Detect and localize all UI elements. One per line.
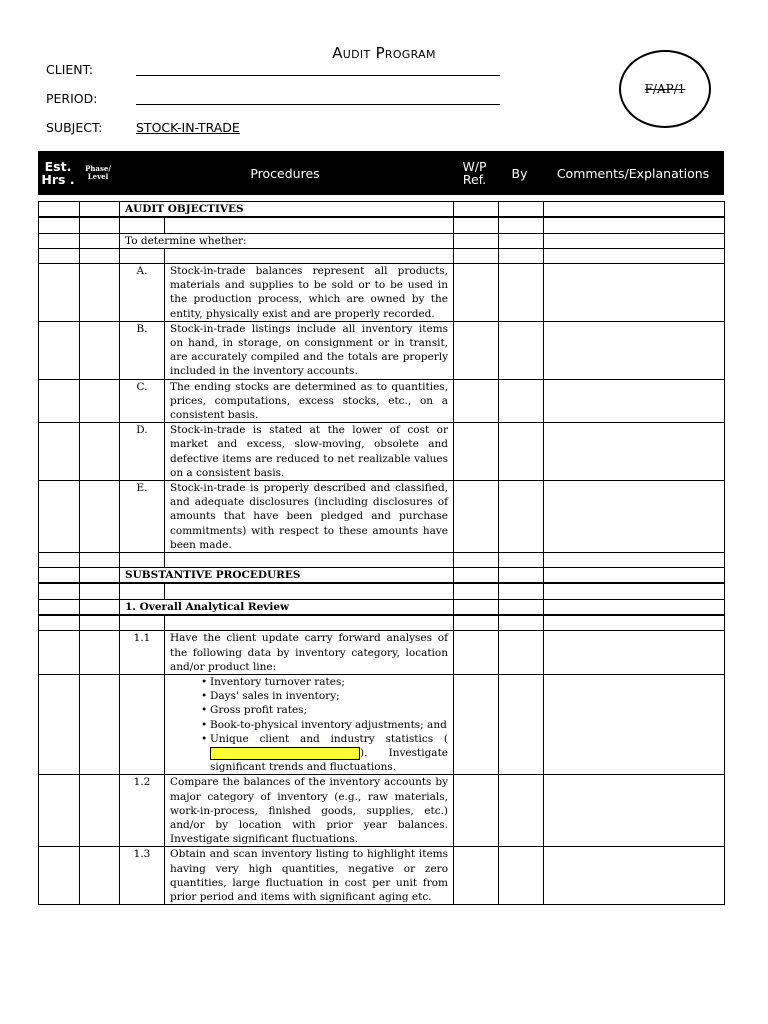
header-by: By [511,165,528,181]
table-row [39,775,725,847]
table-row [39,263,725,321]
objective-letter: D. [120,423,165,481]
document-code-stamp [619,50,711,128]
section-audit-objectives: AUDIT OBJECTIVES [120,202,454,218]
table-row [39,248,725,263]
stamp-code: F/AP/1 [644,82,686,96]
subject-label: SUBJECT: [46,120,103,135]
bullet-item-last: • Unique client and industry statistics (). Investigate significant trends and fluctuations. [210,732,448,775]
client-line [136,75,500,76]
subject-row [46,120,136,135]
procedure-text: Compare the balances of the inventory accounts by major category of inventory (e.g., raw materials, work-in-process, finished goods, supplies, etc.) and/or by location with prior year balances. Investigate significant fluctuations. [165,775,454,847]
audit-program-table [38,201,725,905]
table-row [39,615,725,631]
table-row [39,552,725,567]
bullet-tail-text: . Investigate significant trends and fluctuations. [210,747,449,774]
table-row [39,599,725,615]
procedure-number: 1.2 [120,775,165,847]
table-row [39,674,725,774]
determine-whether-label: To determine whether: [120,233,454,248]
table-row [39,847,725,905]
period-row [46,91,136,106]
objective-letter: A. [120,263,165,321]
bullet-item: • Book-to-physical inventory adjustments; and [210,718,448,732]
objective-letter: B. [120,321,165,379]
section-overall-analytical-review: 1. Overall Analytical Review [120,599,454,615]
period-label: PERIOD: [46,91,98,106]
objective-text: Stock-in-trade is stated at the lower of cost or market and excess, slow-moving, obsolete and defective items are reduced to net realizable values on a consistent basis. [165,423,454,481]
table-row [39,480,725,552]
section-substantive-procedures: SUBSTANTIVE PROCEDURES [120,567,454,583]
objective-text: Stock-in-trade is properly described and classified, and adequate disclosures (including disclosures of amounts that have been pledged and purchase commitments) with respect to these amounts have been made. [165,480,454,552]
header-phase-level: Phase/ Level [85,164,111,181]
subject-value: STOCK-IN-TRADE [136,120,240,135]
header-est-hrs: Est. Hrs . [41,159,75,187]
table-row [39,631,725,675]
period-line [136,104,500,105]
table-row [39,321,725,379]
objective-letter: C. [120,379,165,423]
table-header [38,151,724,195]
header-wp-ref: W/P Ref. [462,159,487,187]
procedure-text: Have the client update carry forward analyses of the following data by inventory category, location and/or product line: [165,631,454,675]
table-row [39,567,725,583]
client-label: CLIENT: [46,62,94,77]
bullet-item: • Days' sales in inventory; [210,689,448,703]
table-row [39,423,725,481]
bullet-item: • Inventory turnover rates; [210,675,448,689]
bullet-item: • Gross profit rates; [210,703,448,717]
header-procedures: Procedures [250,165,320,181]
document-title: Audit Program [332,44,436,62]
highlighted-blank-field[interactable] [210,747,360,760]
header-comments: Comments/Explanations [556,165,710,181]
bullet-item-text: Unique client and industry statistics [210,732,434,745]
client-row [46,62,136,77]
objective-text: The ending stocks are determined as to quantities, prices, computations, excess stocks, etc., on a consistent basis. [165,379,454,423]
objective-text: Stock-in-trade balances represent all products, materials and supplies to be sold or to be used in the production process, which are owned by the entity, physically exist and are properly recorded. [165,263,454,321]
objective-text: Stock-in-trade listings include all inventory items on hand, in storage, on consignment or in transit, are accurately compiled and the totals are properly included in the inventory accounts. [165,321,454,379]
procedure-number: 1.1 [120,631,165,675]
procedure-text: Obtain and scan inventory listing to highlight items having very high quantities, negative or zero quantities, large fluctuation in cost per unit from prior period and items with significant aging etc. [165,847,454,905]
table-row [39,233,725,248]
procedure-number: 1.3 [120,847,165,905]
bullet-list [170,675,448,774]
objective-letter: E. [120,480,165,552]
procedure-bullets [165,674,454,774]
table-row [39,217,725,233]
table-row [39,202,725,218]
table-row [39,379,725,423]
table-row [39,583,725,599]
